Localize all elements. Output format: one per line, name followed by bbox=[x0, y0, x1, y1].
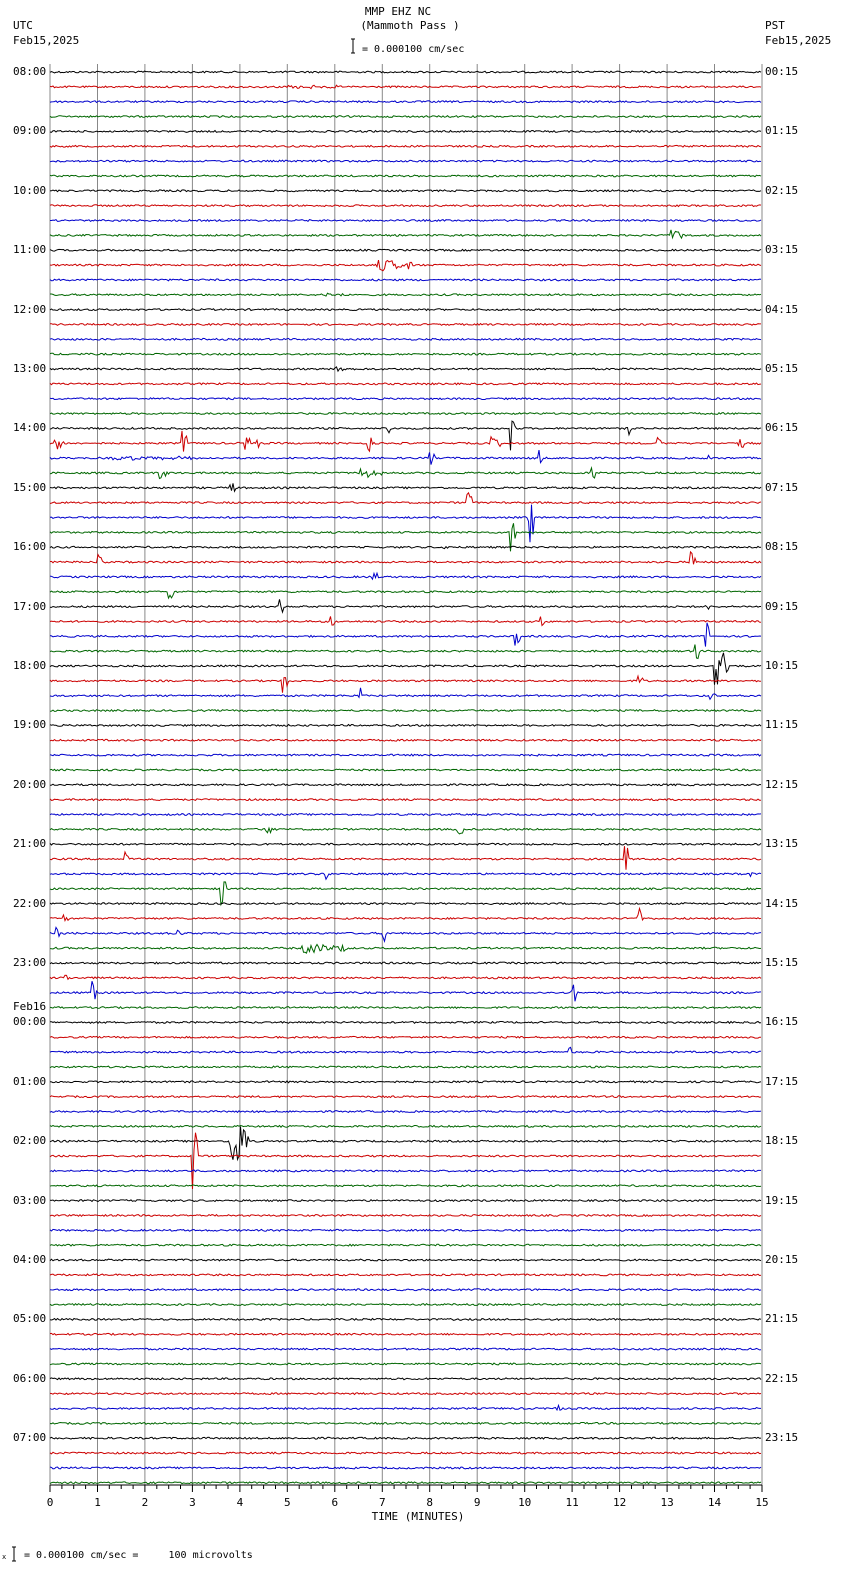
trace-row-10 bbox=[50, 220, 761, 222]
station-location: (Mammoth Pass ) bbox=[360, 19, 460, 32]
trace-row-63 bbox=[50, 1007, 761, 1009]
trace-row-41 bbox=[50, 676, 761, 693]
footer-scale-text: = 0.000100 cm/sec = 100 microvolts bbox=[24, 1550, 253, 1561]
trace-row-42 bbox=[50, 688, 761, 700]
pst-hour-label: 16:15 bbox=[765, 1015, 799, 1029]
pst-hour-label: 10:15 bbox=[765, 659, 799, 672]
trace-row-69 bbox=[50, 1096, 761, 1098]
x-tick-label: 1 bbox=[94, 1496, 101, 1509]
x-tick-label: 15 bbox=[755, 1496, 769, 1509]
trace-row-68 bbox=[50, 1081, 761, 1083]
trace-row-64 bbox=[50, 1022, 761, 1024]
pst-hour-label: 04:15 bbox=[765, 302, 799, 316]
trace-row-81 bbox=[50, 1274, 761, 1276]
utc-hour-label: 06:00 bbox=[13, 1371, 47, 1385]
trace-row-75 bbox=[50, 1185, 761, 1187]
trace-row-93 bbox=[50, 1452, 761, 1454]
x-tick-label: 5 bbox=[283, 1496, 291, 1509]
trace-row-58 bbox=[50, 927, 761, 941]
x-tick-label: 0 bbox=[46, 1496, 54, 1509]
utc-hour-label: 22:00 bbox=[13, 896, 47, 910]
utc-hour-label: 02:00 bbox=[13, 1134, 47, 1148]
trace-row-60 bbox=[50, 962, 761, 964]
pst-hour-label: 12:15 bbox=[765, 777, 799, 791]
trace-row-46 bbox=[50, 754, 761, 756]
trace-row-50 bbox=[50, 814, 761, 816]
trace-row-92 bbox=[50, 1437, 761, 1439]
trace-row-57 bbox=[50, 909, 761, 921]
trace-row-21 bbox=[50, 383, 761, 385]
trace-row-53 bbox=[50, 846, 761, 870]
pst-hour-label: 00:15 bbox=[765, 65, 799, 78]
pst-hour-label: 18:15 bbox=[765, 1134, 799, 1148]
trace-row-15 bbox=[50, 293, 761, 296]
pst-hour-label: 03:15 bbox=[765, 243, 799, 257]
footer-scale-prefix: x bbox=[2, 1553, 7, 1561]
pst-hour-label: 08:15 bbox=[765, 540, 799, 554]
x-tick-label: 12 bbox=[612, 1496, 627, 1509]
trace-row-62 bbox=[50, 981, 761, 1001]
x-tick-label: 9 bbox=[473, 1496, 481, 1509]
trace-row-9 bbox=[50, 205, 761, 207]
trace-row-35 bbox=[50, 591, 761, 598]
scale-label: = 0.000100 cm/sec bbox=[362, 44, 465, 55]
trace-row-38 bbox=[50, 623, 761, 647]
trace-row-45 bbox=[50, 739, 761, 741]
pst-hour-label: 01:15 bbox=[765, 124, 799, 138]
trace-row-71 bbox=[50, 1126, 761, 1128]
trace-row-37 bbox=[50, 616, 761, 625]
grid-lines bbox=[50, 64, 762, 1485]
utc-hour-label: 11:00 bbox=[13, 243, 47, 257]
pst-label: PST bbox=[765, 19, 785, 32]
trace-row-89 bbox=[50, 1393, 761, 1395]
top-scale-bar bbox=[351, 39, 355, 53]
trace-row-91 bbox=[50, 1423, 761, 1425]
trace-row-82 bbox=[50, 1289, 761, 1291]
pst-hour-label: 05:15 bbox=[765, 362, 799, 375]
utc-hour-label: 13:00 bbox=[13, 362, 47, 375]
utc-hour-label: 03:00 bbox=[13, 1193, 47, 1207]
trace-row-78 bbox=[50, 1229, 761, 1231]
trace-row-7 bbox=[50, 175, 761, 177]
utc-hour-label: 15:00 bbox=[13, 480, 47, 494]
trace-row-74 bbox=[50, 1170, 761, 1172]
trace-row-27 bbox=[50, 468, 761, 479]
pst-hour-label: 23:15 bbox=[765, 1431, 799, 1445]
trace-row-8 bbox=[50, 190, 761, 192]
trace-row-33 bbox=[50, 552, 761, 564]
trace-row-48 bbox=[50, 784, 761, 786]
pst-hour-label: 17:15 bbox=[765, 1074, 799, 1088]
time-axis bbox=[50, 1485, 762, 1492]
x-tick-label: 2 bbox=[141, 1496, 149, 1509]
trace-row-16 bbox=[50, 309, 761, 311]
trace-row-94 bbox=[50, 1467, 761, 1469]
pst-date: Feb15,2025 bbox=[765, 34, 832, 47]
trace-row-24 bbox=[50, 421, 761, 450]
trace-row-40 bbox=[50, 653, 761, 685]
trace-row-87 bbox=[50, 1363, 761, 1365]
pst-hour-label: 21:15 bbox=[765, 1312, 799, 1326]
trace-row-28 bbox=[50, 483, 761, 491]
trace-row-17 bbox=[50, 324, 761, 326]
x-axis-label: TIME (MINUTES) bbox=[371, 1510, 465, 1523]
trace-row-59 bbox=[50, 945, 761, 954]
utc-hour-label: 04:00 bbox=[13, 1253, 47, 1266]
trace-row-65 bbox=[50, 1036, 761, 1038]
x-tick-label: 14 bbox=[707, 1496, 722, 1509]
trace-lines bbox=[50, 71, 761, 1484]
trace-row-18 bbox=[50, 338, 761, 340]
trace-row-67 bbox=[50, 1066, 761, 1068]
trace-row-44 bbox=[50, 725, 761, 727]
trace-row-13 bbox=[50, 260, 761, 271]
trace-row-39 bbox=[50, 645, 761, 659]
trace-row-5 bbox=[50, 145, 761, 147]
x-tick-label: 3 bbox=[189, 1496, 196, 1509]
pst-hour-label: 02:15 bbox=[765, 183, 799, 197]
x-tick-label: 8 bbox=[426, 1496, 433, 1509]
trace-row-70 bbox=[50, 1111, 761, 1113]
x-tick-label: 4 bbox=[236, 1496, 244, 1509]
trace-row-51 bbox=[50, 828, 761, 834]
trace-row-88 bbox=[50, 1378, 761, 1380]
trace-row-6 bbox=[50, 160, 761, 162]
utc-label: UTC bbox=[13, 19, 33, 32]
trace-row-86 bbox=[50, 1348, 761, 1350]
trace-row-3 bbox=[50, 116, 761, 118]
utc-hour-label: 17:00 bbox=[13, 599, 47, 613]
pst-hour-label: 20:15 bbox=[765, 1253, 799, 1266]
trace-row-34 bbox=[50, 573, 761, 579]
utc-hour-label: 10:00 bbox=[13, 183, 47, 197]
trace-row-55 bbox=[50, 882, 761, 905]
station-title: MMP EHZ NC bbox=[364, 5, 432, 18]
trace-row-11 bbox=[50, 230, 761, 238]
trace-row-32 bbox=[50, 546, 761, 548]
trace-row-12 bbox=[50, 249, 761, 251]
x-tick-label: 6 bbox=[331, 1496, 339, 1509]
trace-row-1 bbox=[50, 85, 761, 88]
pst-hour-label: 14:15 bbox=[765, 896, 799, 910]
trace-row-61 bbox=[50, 975, 761, 979]
trace-row-0 bbox=[50, 71, 761, 73]
pst-hour-label: 22:15 bbox=[765, 1371, 799, 1385]
trace-row-19 bbox=[50, 353, 761, 355]
trace-row-56 bbox=[50, 903, 761, 905]
trace-row-83 bbox=[50, 1304, 761, 1306]
trace-row-25 bbox=[50, 431, 761, 452]
trace-row-14 bbox=[50, 279, 761, 281]
trace-row-54 bbox=[50, 873, 761, 880]
footer-scale-bar bbox=[12, 1547, 16, 1561]
trace-row-84 bbox=[50, 1319, 761, 1321]
pst-hour-label: 11:15 bbox=[765, 718, 799, 732]
pst-hour-label: 07:15 bbox=[765, 480, 799, 494]
trace-row-77 bbox=[50, 1215, 761, 1217]
trace-row-66 bbox=[50, 1047, 761, 1053]
trace-row-79 bbox=[50, 1244, 761, 1246]
utc-hour-label: 23:00 bbox=[13, 956, 47, 969]
pst-hour-label: 15:15 bbox=[765, 956, 799, 969]
trace-row-47 bbox=[50, 769, 761, 771]
trace-row-95 bbox=[50, 1482, 761, 1484]
trace-row-29 bbox=[50, 493, 761, 504]
x-tick-label: 10 bbox=[518, 1496, 532, 1509]
utc-hour-label: 21:00 bbox=[13, 837, 47, 851]
pst-hour-label: 06:15 bbox=[765, 421, 799, 435]
trace-row-20 bbox=[50, 367, 761, 371]
x-tick-label: 7 bbox=[378, 1496, 386, 1509]
trace-row-90 bbox=[50, 1405, 761, 1410]
trace-row-26 bbox=[50, 450, 761, 465]
date-change-marker: Feb16 bbox=[13, 1000, 47, 1014]
utc-hour-label: 14:00 bbox=[13, 421, 47, 435]
utc-hour-label: 19:00 bbox=[13, 718, 47, 732]
trace-row-49 bbox=[50, 799, 761, 801]
utc-hour-label: 08:00 bbox=[13, 65, 47, 78]
trace-row-43 bbox=[50, 710, 761, 712]
utc-hour-label: 16:00 bbox=[13, 540, 47, 554]
utc-hour-label: 05:00 bbox=[13, 1312, 47, 1326]
utc-hour-label: 18:00 bbox=[13, 659, 47, 672]
trace-row-4 bbox=[50, 131, 761, 133]
utc-hour-label: 12:00 bbox=[13, 302, 47, 316]
utc-hour-label: 07:00 bbox=[13, 1431, 47, 1445]
utc-hour-label: 20:00 bbox=[13, 777, 47, 791]
trace-row-76 bbox=[50, 1200, 761, 1202]
pst-hour-label: 09:15 bbox=[765, 599, 799, 613]
trace-row-85 bbox=[50, 1333, 761, 1335]
utc-date: Feb15,2025 bbox=[13, 34, 80, 47]
x-tick-label: 11 bbox=[565, 1496, 579, 1509]
trace-row-2 bbox=[50, 101, 761, 103]
trace-row-80 bbox=[50, 1259, 761, 1261]
x-tick-label: 13 bbox=[660, 1496, 674, 1509]
utc-hour-label: 01:00 bbox=[13, 1074, 47, 1088]
pst-hour-label: 13:15 bbox=[765, 837, 799, 851]
utc-hour-label: 09:00 bbox=[13, 124, 47, 138]
utc-hour-label: 00:00 bbox=[13, 1015, 47, 1029]
trace-row-52 bbox=[50, 843, 761, 845]
pst-hour-label: 19:15 bbox=[765, 1193, 799, 1207]
trace-row-22 bbox=[50, 398, 761, 400]
trace-row-36 bbox=[50, 599, 761, 612]
trace-row-23 bbox=[50, 413, 761, 415]
trace-row-30 bbox=[50, 505, 761, 543]
